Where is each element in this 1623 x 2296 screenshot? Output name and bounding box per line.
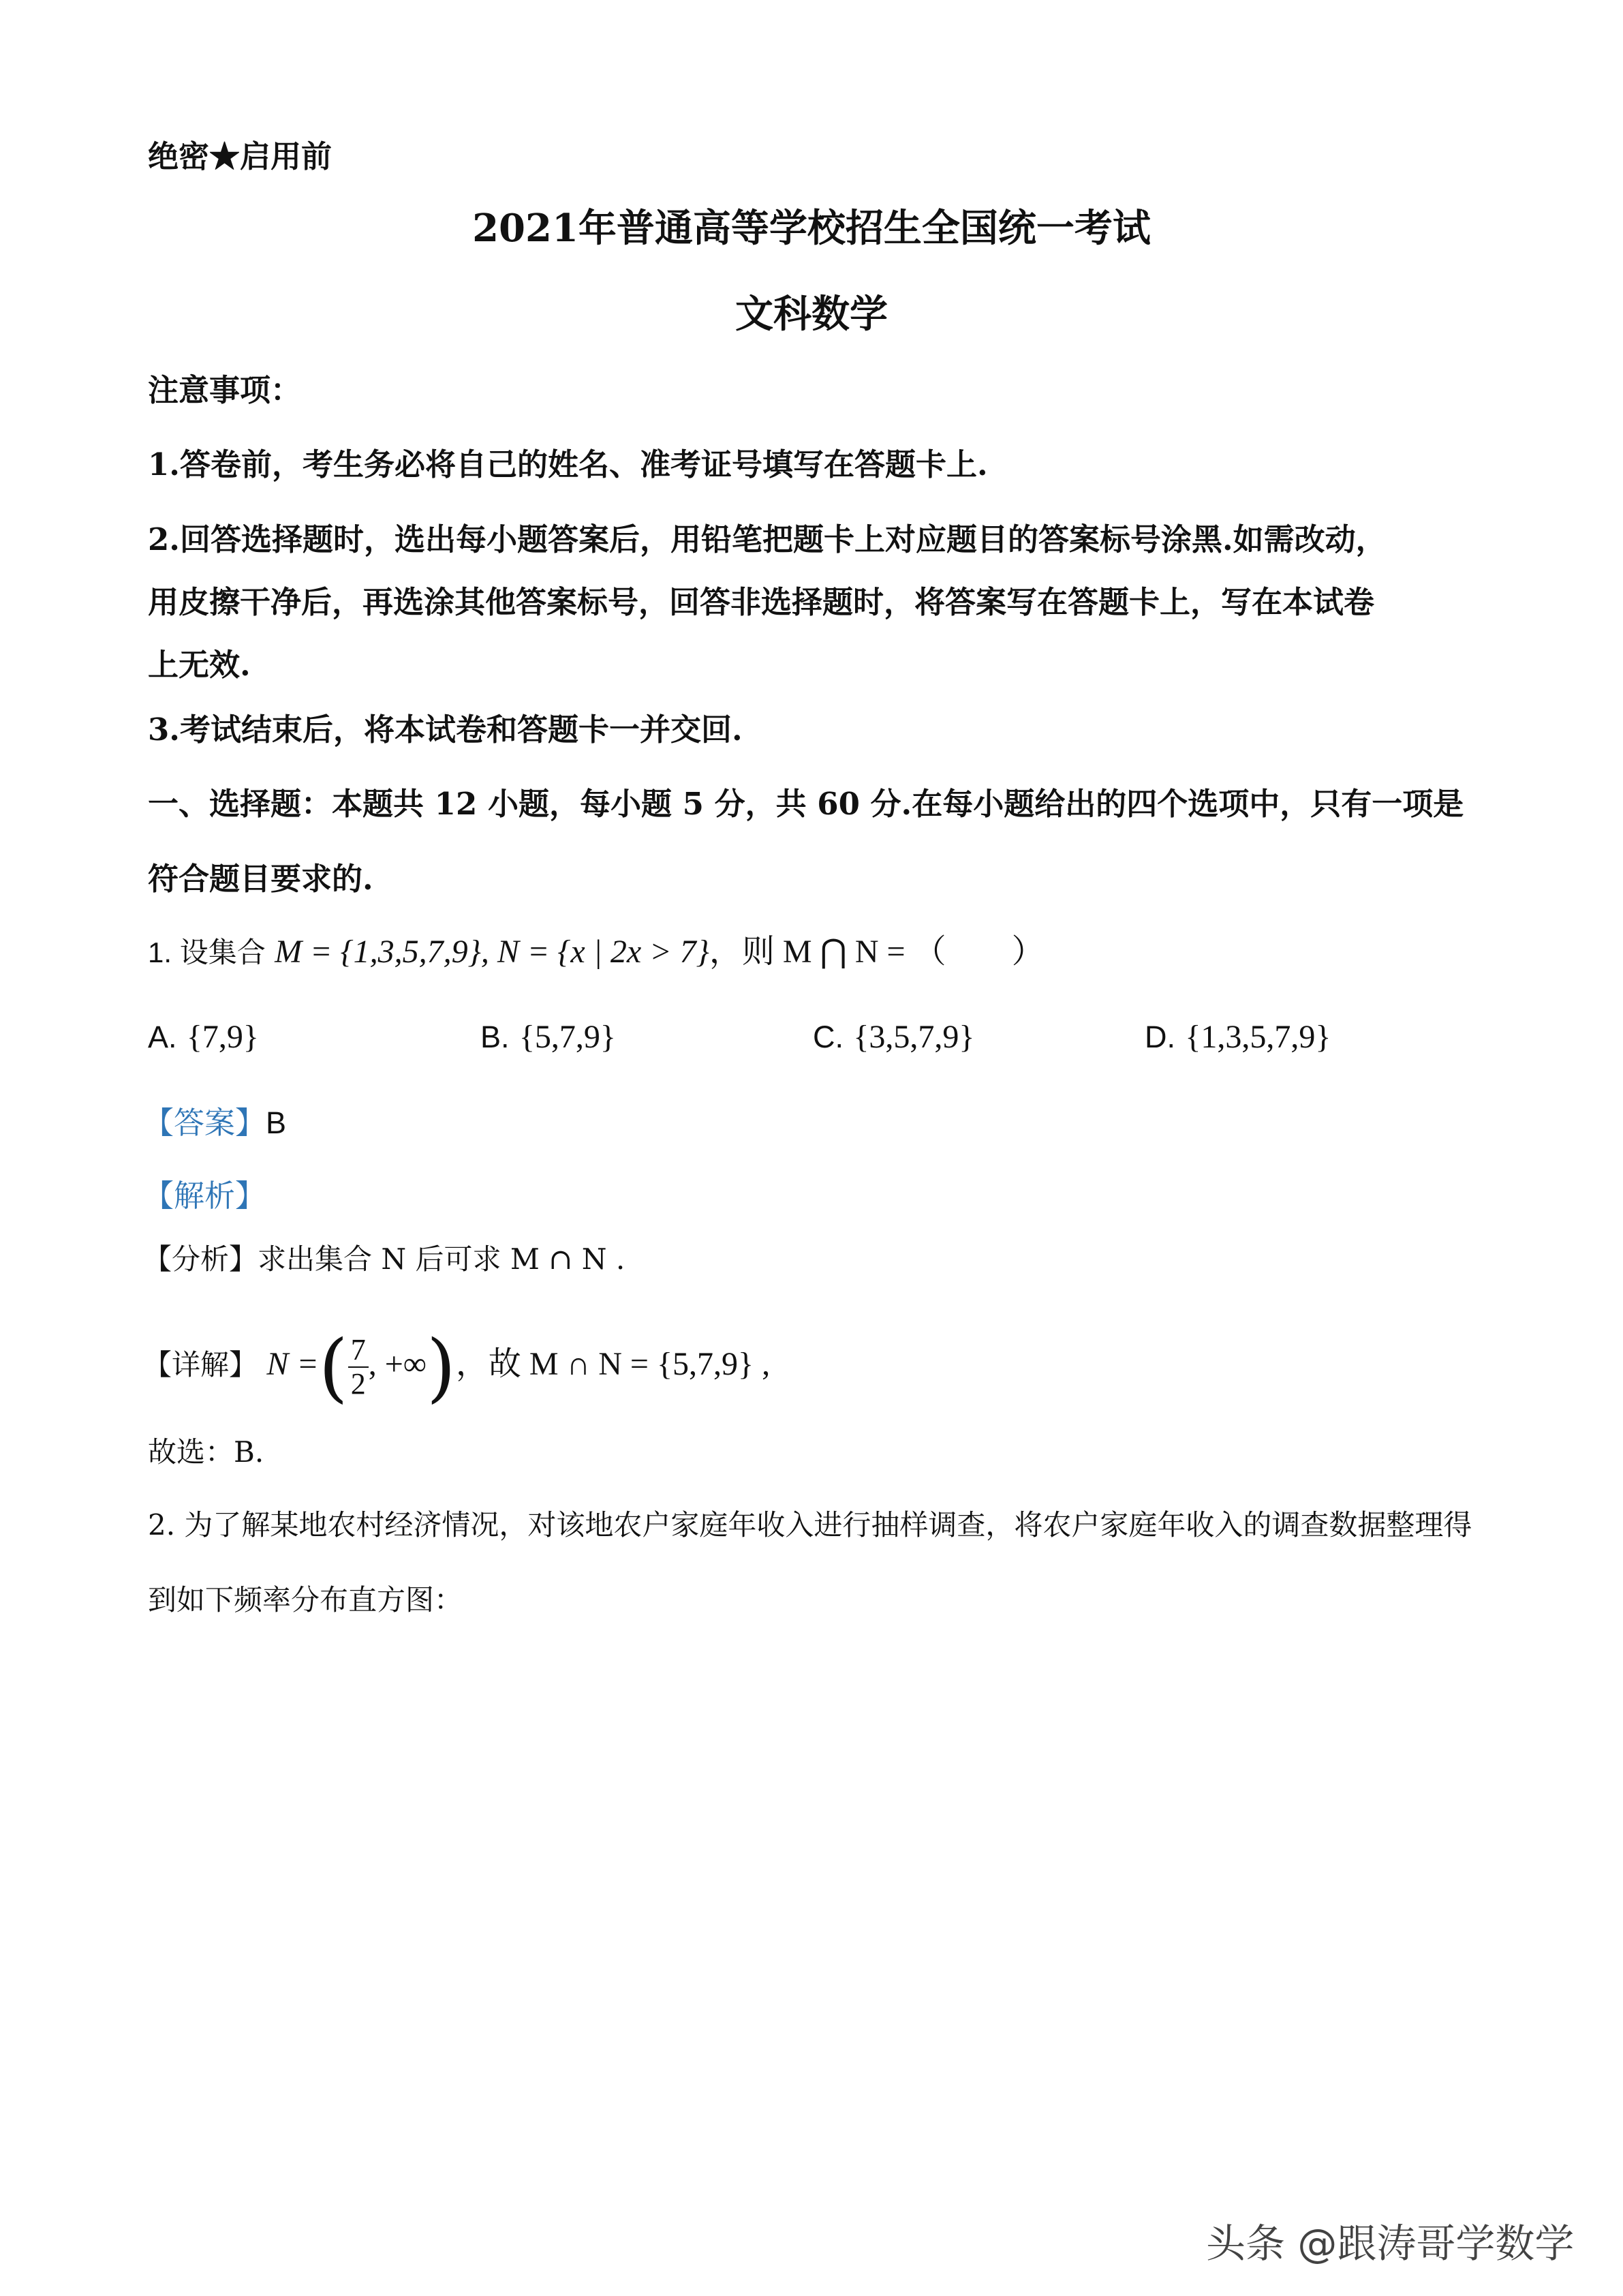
notice-item-2: 2.回答选择题时，选出每小题答案后，用铅笔把题卡上对应题目的答案标号涂黑.如需改动， [148,521,1387,557]
option-b: B. {5,7,9} [480,1019,616,1055]
detail-line: 【详解】 N =( $\frac{7}{2}$ , +∞)，故 M ∩ N = {5,7,9} , [143,1323,771,1411]
option-d: D. {1,3,5,7,9} [1145,1019,1331,1055]
section-heading: 一、选择题：本题共 12 小题，每小题 5 分，共 60 分.在每小题给出的四个选项中，只有一项是 [148,786,1464,822]
q1-set-n: , N = {x | 2x > 7} [480,934,709,970]
notice-item-3: 3.考试结束后，将本试卷和答题卡一并交回. [148,711,743,748]
option-c: C. {3,5,7,9} [813,1019,975,1055]
notice-item-2-cont: 用皮擦干净后，再选涂其他答案标号，回答非选择题时，将答案写在答题卡上，写在本试卷 [148,584,1375,620]
notice-item-1: 1.答卷前，考生务必将自己的姓名、准考证号填写在答题卡上. [148,446,988,483]
confidential-label: 绝密★启用前 [148,138,333,174]
section-heading-cont: 符合题目要求的. [148,861,373,897]
q1-set-m: M = {1,3,5,7,9} [275,934,481,970]
subject-title: 文科数学 [735,292,888,337]
answer-line [143,1103,286,1144]
notice-item-2-end: 上无效. [148,647,251,683]
question-2-stem: 2. 为了解某地农村经济情况，对该地农户家庭年收入进行抽样调查，将农户家庭年收入的调查数据整理得 [148,1508,1472,1542]
fraction: $\frac{7}{2}$ [348,1334,369,1400]
exam-title: 2021年普通高等学校招生全国统一考试 [472,206,1151,251]
q1-prefix: 1. 设集合 [148,936,266,968]
analysis-tag: 【解析】 [143,1178,266,1214]
conclusion: 故选：B. [148,1435,264,1469]
notice-heading: 注意事项： [148,372,302,408]
q1-suffix: ，则 M ⋂ N = （ ） [709,934,1045,970]
watermark: 头条 @跟涛哥学数学 [1206,2220,1575,2267]
fenxi-line: 【分析】求出集合 N 后可求 M ∩ N . [143,1242,625,1276]
answer-tag: 【答案】 [143,1105,266,1141]
answer-value: B [266,1105,287,1140]
option-a: A. {7,9} [148,1019,259,1055]
question-1-stem [148,932,1045,973]
question-2-stem-cont: 到如下频率分布直方图： [148,1583,463,1617]
